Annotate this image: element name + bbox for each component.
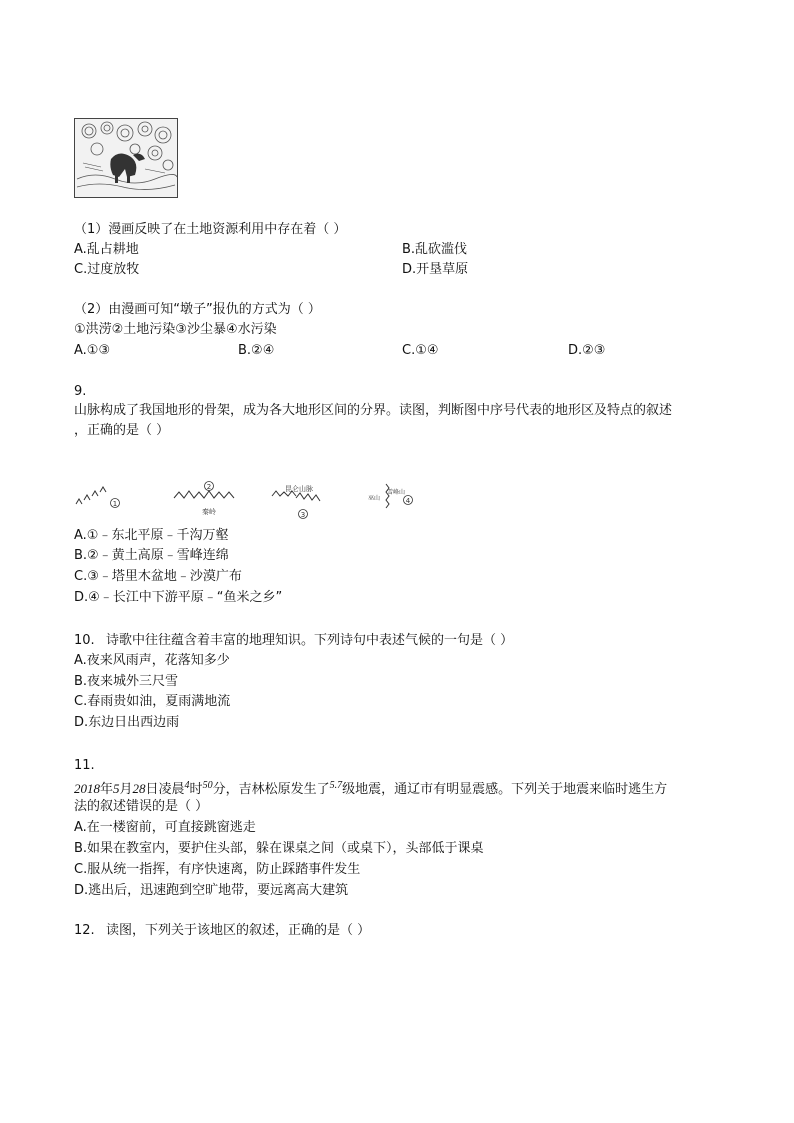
q11-minute: 50 [202, 780, 213, 791]
svg-text:1: 1 [112, 500, 118, 508]
q8-sub1-option-a[interactable]: A.乱占耕地 [74, 242, 139, 257]
q11-day: 28 [132, 781, 146, 796]
q9-option-d[interactable]: D.④﹣长江中下游平原﹣“鱼米之乡” [74, 590, 283, 605]
q8-sub1-option-c[interactable]: C.过度放牧 [74, 262, 140, 277]
q8-sub1-option-d[interactable]: D.开垦草原 [402, 262, 469, 277]
q8-sub2-option-c[interactable]: C.①④ [402, 343, 439, 358]
q8-sub2-option-a[interactable]: A.①③ [74, 343, 111, 358]
q11-option-d[interactable]: D.逃出后，迅速跑到空旷地带，要远离高大建筑 [74, 883, 349, 898]
q10-option-c[interactable]: C.春雨贵如油，夏雨满地流 [74, 694, 231, 709]
mountain-figure [74, 474, 420, 524]
label-kunlun: 昆仑山脉 [285, 485, 313, 493]
q11-number: 11. [74, 758, 95, 773]
q11-option-c[interactable]: C.服从统一指挥，有序快速离，防止踩踏事件发生 [74, 862, 361, 877]
q11-magnitude: 5.7 [329, 780, 343, 791]
q12-number: 12. [74, 923, 95, 938]
q10-number: 10. [74, 633, 95, 648]
q8-sub2-option-d[interactable]: D.②③ [568, 343, 606, 358]
q9-number: 9. [74, 384, 87, 399]
svg-text:2: 2 [206, 483, 212, 491]
mountain-1 [76, 487, 106, 504]
q11-option-b[interactable]: B.如果在教室内，要护住头部，躲在课桌之间（或桌下），头部低于课桌 [74, 841, 484, 856]
label-wushan: 巫山 [367, 495, 381, 502]
q11-hour: 4 [184, 780, 190, 791]
q10-stem: 诗歌中往往蕴含着丰富的地理知识。下列诗句中表述气候的一句是（ ） [106, 633, 514, 648]
q8-sub1-stem: （1）漫画反映了在土地资源利用中存在着（ ） [74, 222, 347, 237]
q9-option-c[interactable]: C.③﹣塔里木盆地﹣沙漠广布 [74, 569, 242, 584]
mountain-2 [174, 491, 234, 498]
q8-sub2-stem: （2）由漫画可知“墩子”报仇的方式为（ ） [74, 302, 321, 317]
q9-option-b[interactable]: B.②﹣黄土高原﹣雪峰连绵 [74, 548, 229, 563]
cartoon-image [74, 118, 178, 198]
label-qinling: 秦岭 [202, 508, 216, 516]
q10-option-b[interactable]: B.夜来城外三尺雪 [74, 674, 179, 689]
svg-text:4: 4 [405, 497, 411, 505]
q10-option-d[interactable]: D.东边日出西边雨 [74, 715, 180, 730]
q9-stem-line1: 山脉构成了我国地形的骨架，成为各大地形区间的分界。读图，判断图中序号代表的地形区及特点的叙述 [74, 403, 673, 418]
q8-sub2-option-b[interactable]: B.②④ [238, 343, 275, 358]
q11-option-a[interactable]: A.在一楼窗前，可直接跳窗逃走 [74, 820, 256, 835]
svg-text:3: 3 [300, 511, 306, 519]
q11-stem-line1: 2018年5月28日凌晨$^4$时$^{50}$分，吉林松原发生了$^{5.7}$级地震，通辽市有明显震感。下列关于地震来临时逃生方 [74, 780, 668, 797]
q9-stem-line2: ，正确的是（ ） [74, 423, 170, 438]
q9-option-a[interactable]: A.①﹣东北平原﹣千沟万壑 [74, 528, 229, 543]
q10-option-a[interactable]: A.夜来风雨声，花落知多少 [74, 653, 230, 668]
mountain-4 [386, 484, 389, 508]
q8-sub1-option-b[interactable]: B.乱砍滥伐 [402, 242, 468, 257]
q12-stem: 读图，下列关于该地区的叙述，正确的是（ ） [106, 923, 371, 938]
label-xuefeng: 雪峰山 [386, 489, 406, 496]
q11-stem-line2: 法的叙述错误的是（ ） [74, 799, 209, 814]
q11-year: 2018 [74, 781, 100, 796]
q8-sub2-items: ①洪涝②土地污染③沙尘暴④水污染 [74, 322, 277, 337]
q11-month: 5 [113, 781, 120, 796]
